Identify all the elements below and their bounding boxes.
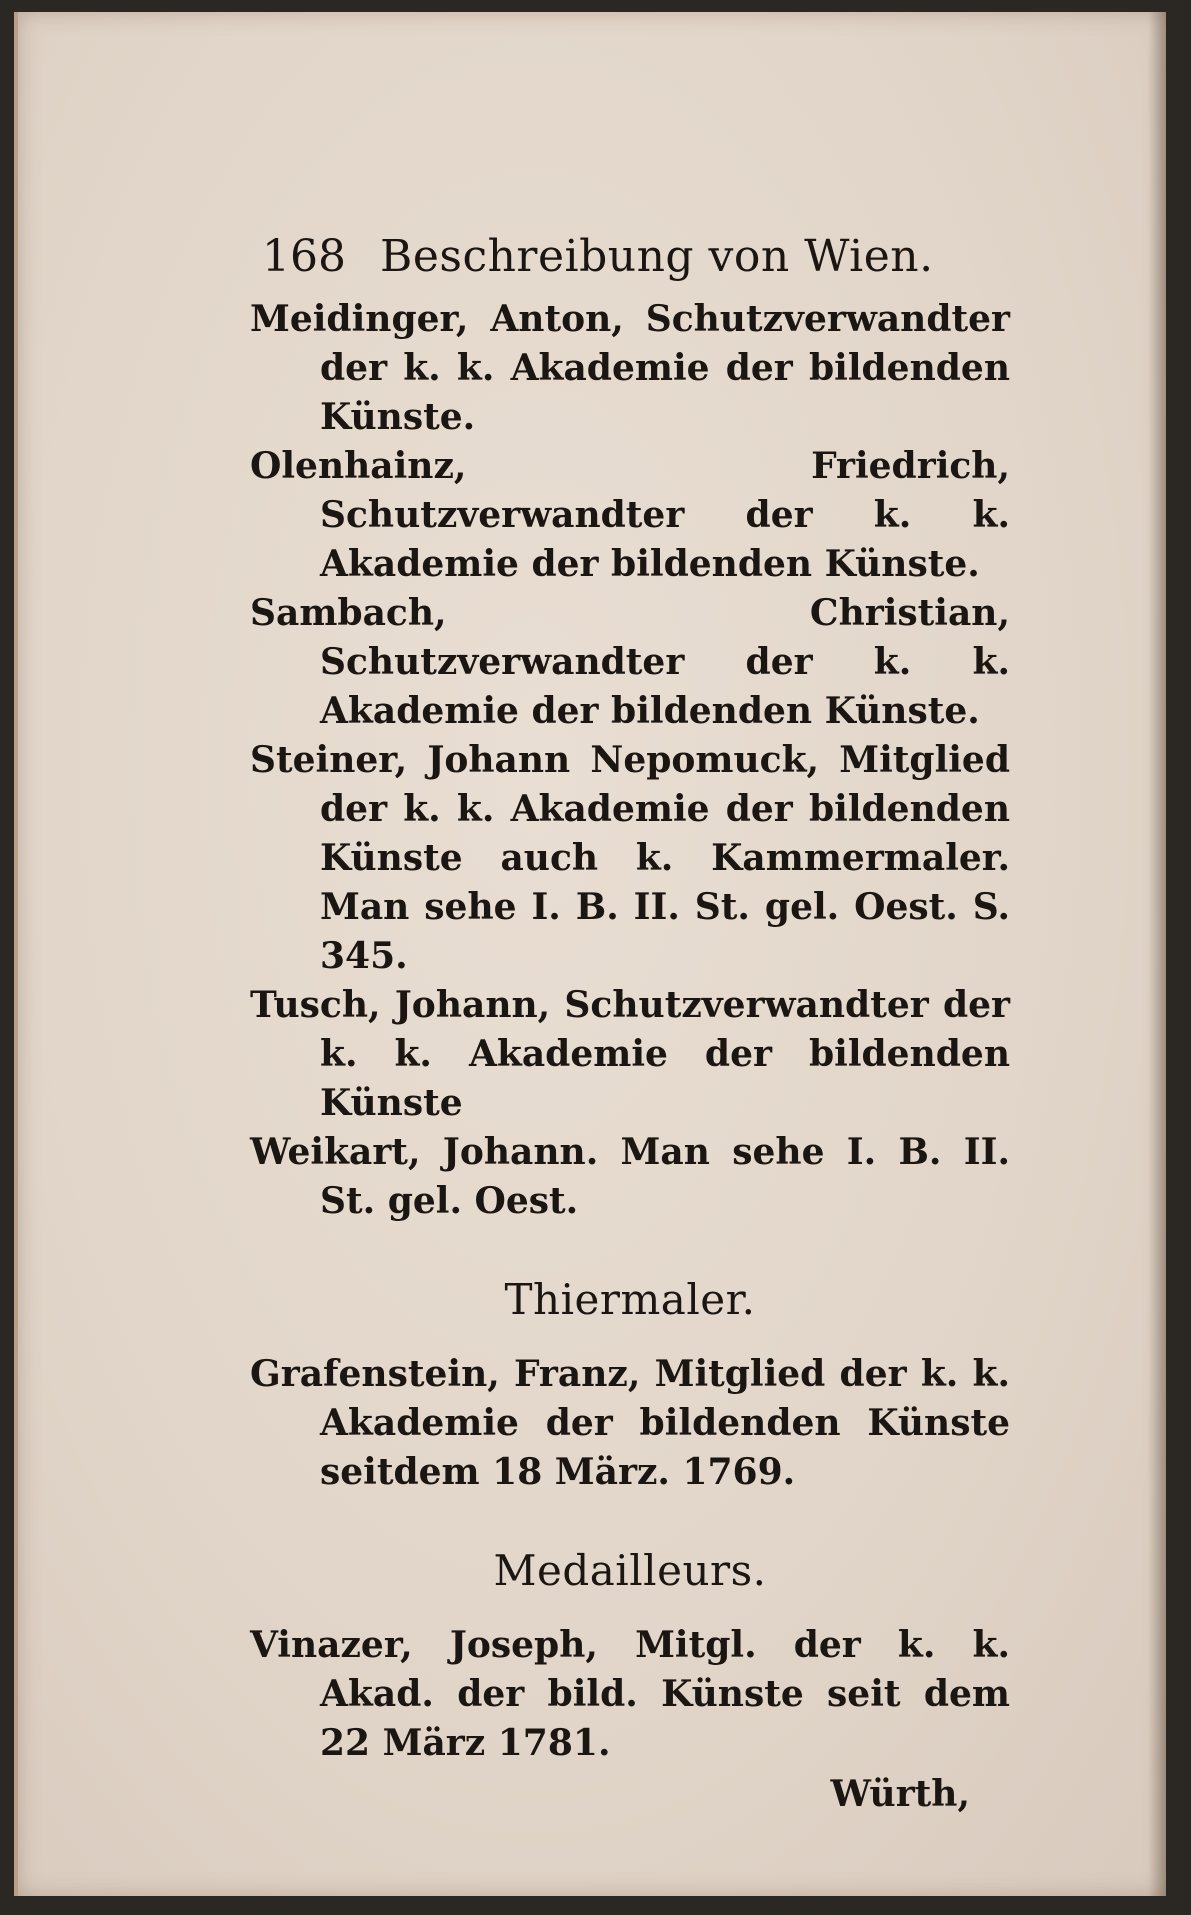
running-title: Beschreibung von Wien. <box>379 231 934 282</box>
section-heading-medailleurs: Medailleurs. <box>493 1546 767 1595</box>
page-edge-shadow <box>1148 12 1166 1896</box>
entry-steiner: Steiner, Johann Nepomuck, Mitglied der k. k. Akademie der bildenden Künste auch k. Kammermaler. Man sehe I. B. II. St. gel. Oest. S. 345. <box>250 739 1010 977</box>
book-page <box>14 12 1166 1896</box>
entry-meidinger: Meidinger, Anton, Schutzverwandter der k. k. Akademie der bildenden Künste. <box>250 298 1010 438</box>
entry-grafenstein: Grafenstein, Franz, Mitglied der k. k. Akademie der bildenden Künste seitdem 18 März. 1769. <box>250 1353 1010 1493</box>
entry-sambach: Sambach, Christian, Schutzverwandter der k. k. Akademie der bildenden Künste. <box>250 592 1010 732</box>
entry-tusch: Tusch, Johann, Schutzverwandter der k. k. Akademie der bildenden Künste <box>250 984 1010 1124</box>
page-text-block <box>250 227 1010 1819</box>
entry-weikart: Weikart, Johann. Man sehe I. B. II. St. gel. Oest. <box>250 1131 1010 1222</box>
entry-vinazer: Vinazer, Joseph, Mitgl. der k. k. Akad. der bild. Künste seit dem 22 März 1781. <box>250 1624 1010 1764</box>
entry-olenhainz: Olenhainz, Friedrich, Schutzverwandter der k. k. Akademie der bildenden Künste. <box>250 445 1010 585</box>
section-heading-thiermaler: Thiermaler. <box>504 1275 756 1324</box>
running-head <box>262 227 1010 287</box>
catchword: Würth, <box>830 1773 970 1815</box>
page-number: 168 <box>262 231 346 282</box>
